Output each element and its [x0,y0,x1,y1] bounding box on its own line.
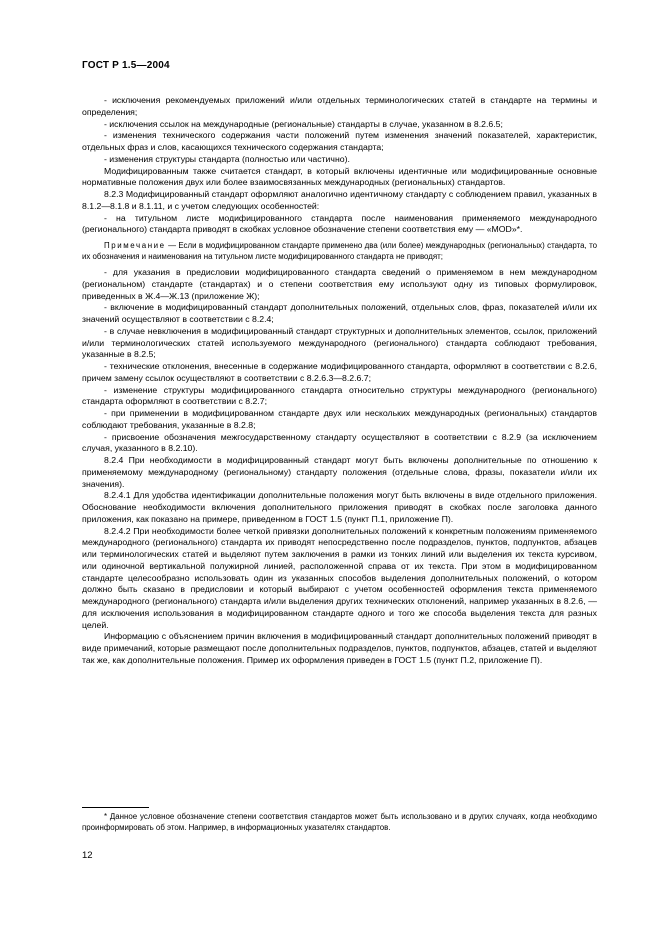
paragraph: - технические отклонения, внесенные в содержание модифицированного стандарта, оформляют в соответствии с 8.2.6, причем замену ссылок осуществляют в соответствии с 8.2.6.3—8.2.6.7; [82,361,597,383]
paragraph: - исключения ссылок на международные (региональные) стандарты в случае, указанном в 8.2.6.5; [104,118,503,129]
section-8-2-3: 8.2.3 Модифицированный стандарт оформляют аналогично идентичному стандарту с соблюдением правил, указанных в 8.1.2—8.1.8 и 8.1.11, и с учетом следующих особенностей: [82,189,597,211]
document-header: ГОСТ Р 1.5—2004 [82,60,170,71]
note [82,241,597,262]
paragraph: - включение в модифицированный стандарт дополнительных положений, отдельных слов, фраз, показателей и/или их значений осуществляют в соответствии с 8.2.4; [82,302,597,325]
section-8-2-4-1: 8.2.4.1 Для удобства идентификации дополнительные положения могут быть включены в виде отдельного приложения. Обоснование необходимости включения дополнительного приложения приводят в скобках после заголовка данного приложения, как показано на примере, приведенном в ГОСТ 1.5 (пункт П.1, приложение П). [82,490,597,524]
paragraph: - на титульном листе модифицированного стандарта после наименования применяемого международного (регионального) стандарта приводят в скобках условное обозначение степени соответствия ему — «MOD»*. [82,212,597,235]
paragraph: - изменения технического содержания части положений путем изменения значений показателей, характеристик, отдельных фраз и слов, касающихся технического содержания стандарта; [82,130,597,152]
paragraph: Модифицированным также считается стандарт, в который включены идентичные или модифицированные основные нормативные положения двух или более взаимосвязанных международных (региональных) стандартов. [82,165,597,188]
page-number: 12 [82,850,93,861]
paragraph: - присвоение обозначения межгосударственному стандарту осуществляют в соответствии с 8.2.9 (за исключением случая, указанного в 8.2.10). [82,431,597,454]
paragraph: - при применении в модифицированном стандарте двух или нескольких международных (региональных) стандартов соблюдают требования, указанные в 8.2.8; [82,408,597,430]
note-label: Примечание [104,241,166,250]
paragraph: - изменения структуры стандарта (полностью или частично). [104,153,350,164]
body-text [82,95,597,667]
section-8-2-4: 8.2.4 При необходимости в модифицированный стандарт могут быть включены дополнительные по отношению к применяемому международному (региональному) стандарту положения (отдельные слова, фразы, показатели и/или их значения). [82,455,597,489]
footnote-divider [82,807,149,808]
paragraph: - изменение структуры модифицированного стандарта относительно структуры международного (регионального) стандарта оформляют в соответствии с 8.2.7; [82,384,597,407]
paragraph: - исключения рекомендуемых приложений и/или отдельных терминологических статей в стандарте на термины и определения; [82,95,597,117]
section-8-2-4-2: 8.2.4.2 При необходимости более четкой привязки дополнительных положений к конкретным положениям применяемого международного (регионального) стандарта их приводят непосредственно после подразделов, пунктов, подпунктов, абзацев или терминологических статей и выделяют путем заключения в рамки из тонких линий или выделения их текста курсивом, или одиночной вертикальной полужирной линией, расположенной справа от их текста. При этом в модифицированном стандарте целесообразно использовать один из указанных способов выделения дополнительных положений, о котором должно быть сказано в предисловии и который выбирают с учетом особенностей оформления текста применяемого международного (регионального) стандарта и/или выделения других технических отклонений, например указанных в 8.2.6, — для исключения использования в модифицированном стандарте одного и того же способа выделения текста для разных целей. [82,525,597,630]
paragraph: - в случае невключения в модифицированный стандарт структурных и дополнительных элементов, ссылок, приложений и/или терминологических статей используемого международного (регионального) стандарта соблюдают требования, указанные в 8.2.5; [82,325,597,360]
paragraph: Информацию с объяснением причин включения в модифицированный стандарт дополнительных положений приводят в виде примечаний, которые размещают после дополнительных подразделов, пунктов, подпунктов, абзацев, статей и выделяют так же, как дополнительные положения. Пример их оформления приведен в ГОСТ 1.5 (пункт П.2, приложение П). [82,631,597,665]
footnote: * Данное условное обозначение степени соответствия стандартов может быть использовано и в других случаях, когда необходимо проинформировать об этом. Например, в информационных указателях стандартов. [82,812,597,832]
note-text: — Если в модифицированном стандарте применено два (или более) международных (региональных) стандарта, то их обозначения и наименования на титульном листе модифицированного стандарта не приводят; [82,241,597,261]
paragraph: - для указания в предисловии модифицированного стандарта сведений о применяемом в нем международном (региональном) стандарте (стандартах) и о степени соответствия ему используют одну из типовых формулировок, приведенных в Ж.4—Ж.13 (приложение Ж); [82,267,597,301]
